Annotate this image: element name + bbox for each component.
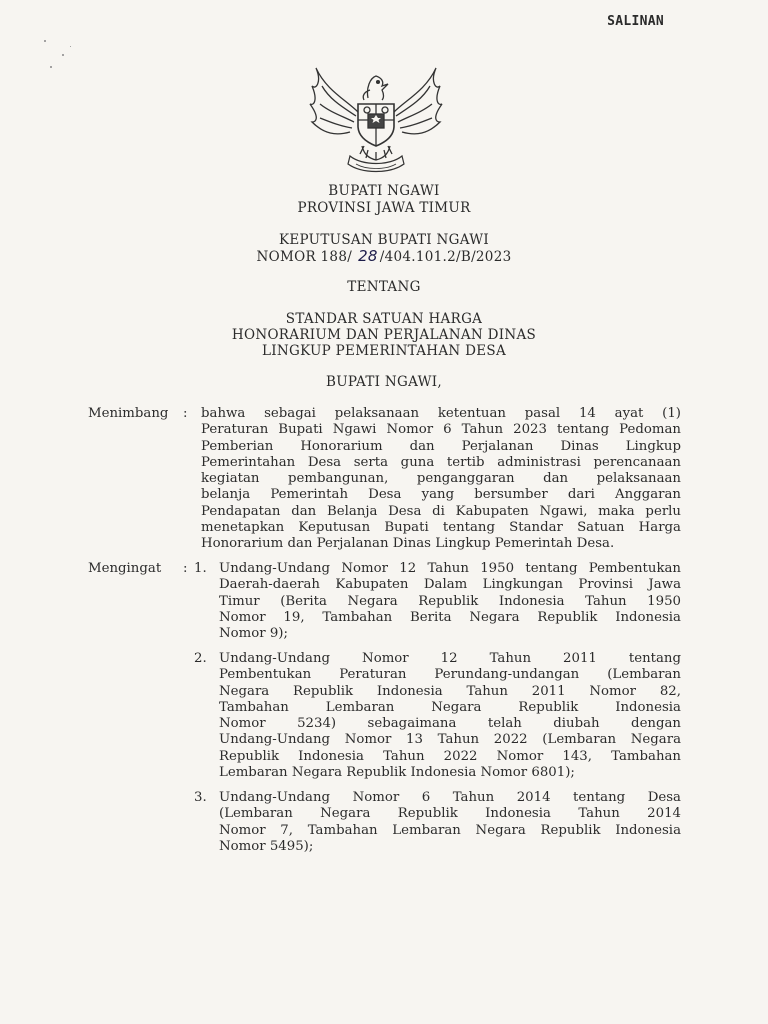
item-line: Timur (Berita Negara Republik Indonesia Tahun 1950 [219, 593, 681, 609]
subject-line-3: LINGKUP PEMERINTAHAN DESA [262, 343, 506, 359]
menimbang-line: kegiatan pembangunan, penganggaran dan pelaksanaan [201, 471, 681, 487]
tentang-label: TENTANG [347, 279, 421, 295]
item-line: (Lembaran Negara Republik Indonesia Tahun 2014 [219, 806, 681, 822]
item-line: Undang-Undang Nomor 13 Tahun 2022 (Lembaran Negara [219, 732, 681, 748]
menimbang-text [201, 406, 681, 553]
item-text [219, 561, 681, 642]
item-line: Nomor 5234) sebagaimana telah diubah dengan [219, 716, 681, 732]
decree-number-prefix: NOMOR 188/ [256, 249, 353, 265]
item-text [219, 651, 681, 781]
decree-number-suffix: /404.101.2/B/2023 [379, 249, 512, 265]
item-line: Daerah-daerah Kabupaten Dalam Lingkungan Provinsi Jawa [219, 577, 681, 593]
issuer-line: BUPATI NGAWI, [326, 374, 442, 390]
item-line: Tambahan Lembaran Negara Republik Indonesia [219, 699, 681, 715]
menimbang-line: Peraturan Bupati Ngawi Nomor 6 Tahun 2023 tentang Pedoman [201, 422, 681, 438]
menimbang-line: bahwa sebagai pelaksanaan ketentuan pasal 14 ayat (1) [201, 406, 681, 421]
item-line: Undang-Undang Nomor 12 Tahun 2011 tentang [219, 651, 681, 666]
item-line: Republik Indonesia Tahun 2022 Nomor 143, Tambahan [219, 748, 681, 764]
mengingat-label: Mengingat [88, 561, 162, 576]
regent-title: BUPATI NGAWI [328, 183, 440, 199]
item-line: Nomor 7, Tambahan Lembaran Negara Republik Indonesia [219, 822, 681, 838]
subject-line-1: STANDAR SATUAN HARGA [285, 311, 483, 327]
menimbang-line: menetapkan Keputusan Bupati tentang Standar Satuan Harga [201, 520, 681, 536]
mengingat-colon: : [183, 561, 188, 576]
item-line: Undang-Undang Nomor 6 Tahun 2014 tentang Desa [219, 790, 681, 805]
decree-number [0, 248, 768, 266]
subject-line-2: HONORARIUM DAN PERJALANAN DINAS [231, 327, 537, 343]
item-line: Nomor 5495); [219, 838, 314, 854]
garuda-emblem-icon [306, 60, 446, 180]
menimbang-line: Pemerintahan Desa serta guna tertib administrasi perencanaan [201, 454, 681, 470]
menimbang-colon: : [183, 406, 188, 421]
item-number: 3. [194, 790, 207, 805]
decree-title: KEPUTUSAN BUPATI NGAWI [278, 232, 490, 248]
item-text [219, 790, 681, 855]
item-line: Undang-Undang Nomor 12 Tahun 1950 tentang Pembentukan [219, 561, 681, 576]
item-line: Lembaran Negara Republik Indonesia Nomor 6801); [219, 765, 575, 781]
menimbang-line: Pendapatan dan Belanja Desa di Kabupaten Ngawi, maka perlu [201, 503, 681, 519]
menimbang-label: Menimbang [88, 406, 169, 421]
item-line: Negara Republik Indonesia Tahun 2011 Nomor 82, [219, 683, 681, 699]
item-line: Nomor 19, Tambahan Berita Negara Republik Indonesia [219, 609, 681, 625]
salinan-stamp: SALINAN [607, 14, 664, 29]
item-number: 2. [194, 651, 207, 666]
menimbang-line: Pemberian Honorarium dan Perjalanan Dinas Lingkup [201, 438, 681, 454]
province-title: PROVINSI JAWA TIMUR [297, 200, 471, 216]
decree-number-handwritten: 28 [358, 247, 378, 265]
item-line: Pembentukan Peraturan Perundang-undangan (Lembaran [219, 667, 681, 683]
menimbang-line: belanja Pemerintah Desa yang bersumber dari Anggaran [201, 487, 681, 503]
item-line: Nomor 9); [219, 626, 288, 642]
menimbang-line: Honorarium dan Perjalanan Dinas Lingkup Pemerintah Desa. [201, 536, 615, 552]
item-number: 1. [194, 561, 207, 576]
